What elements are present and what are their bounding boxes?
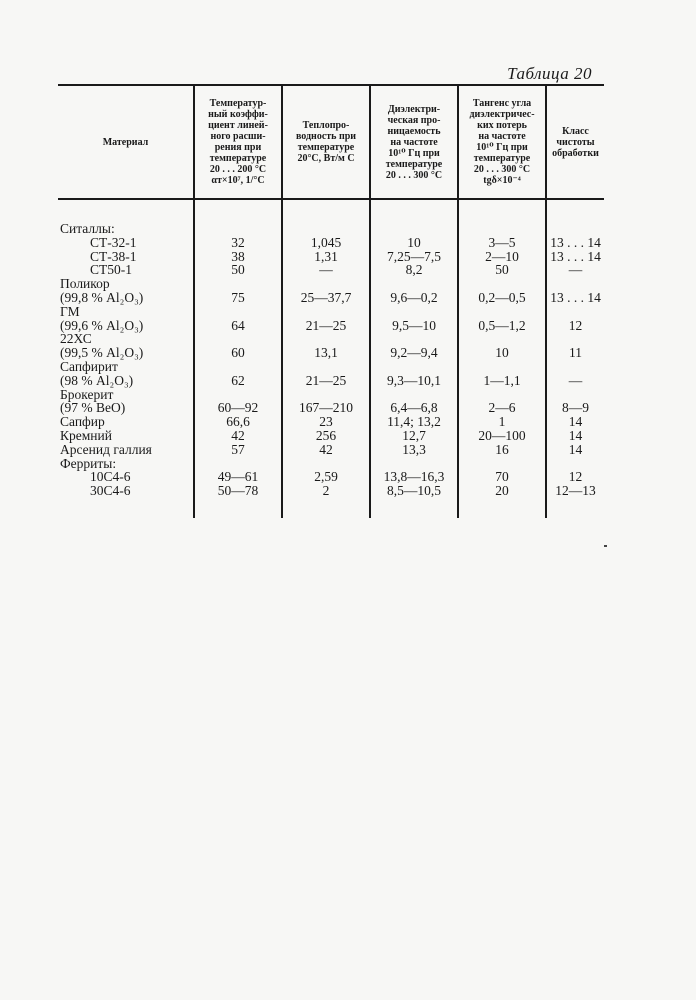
material-name: 10С4-6 [90,469,131,485]
material-name: 30С4-6 [90,483,131,499]
cell-expansion: 75 [194,277,282,305]
cell-loss-tangent: 3—5 [458,236,546,250]
table-row [58,263,604,277]
table-row [58,457,604,471]
cell-expansion: 38 [194,250,282,264]
cell-conductivity: 42 [282,443,370,457]
cell-finish-class: — [546,360,604,388]
cell-finish-class: 8—9 [546,388,604,416]
table-row [58,415,604,429]
material-name: Ситаллы: [60,221,115,236]
cell-conductivity: — [282,263,370,277]
cell-permittivity: 7,25—7,5 [370,250,458,264]
material-name: Ферриты: [60,455,117,471]
table-row [58,470,604,484]
cell-finish-class: 11 [546,332,604,360]
table-body [58,199,604,518]
cell-expansion: 62 [194,360,282,388]
cell-expansion: 60 [194,332,282,360]
cell-material [58,332,194,360]
table-row [58,429,604,443]
cell-finish-class [546,457,604,471]
material-name: Сапфирит (98 % Al₂O₃) [60,358,134,388]
header-permittivity: Диэлектри- ческая про- ницаемость на частоте 10¹⁰ Гц при температуре 20 . . . 300 °С [370,85,458,199]
cell-expansion: 64 [194,305,282,333]
cell-conductivity: 23 [282,415,370,429]
cell-permittivity: 6,4—6,8 [370,388,458,416]
cell-loss-tangent: 10 [458,332,546,360]
cell-loss-tangent: 50 [458,263,546,277]
cell-finish-class: — [546,263,604,277]
cell-conductivity: 21—25 [282,305,370,333]
cell-loss-tangent [458,457,546,471]
cell-permittivity: 10 [370,236,458,250]
scan-mark [604,545,607,547]
cell-material [58,360,194,388]
cell-finish-class: 13 . . . 14 [546,250,604,264]
cell-material [58,388,194,416]
cell-conductivity: 2,59 [282,470,370,484]
cell-permittivity: 9,2—9,4 [370,332,458,360]
material-name: СТ-32-1 [90,234,137,250]
cell-material [58,415,194,429]
material-name: СТ50-1 [90,262,132,278]
cell-conductivity: 256 [282,429,370,443]
cell-expansion: 60—92 [194,388,282,416]
table-spacer-row [58,199,604,222]
cell-expansion: 32 [194,236,282,250]
header-finish-class: Класс чистоты обработки [546,85,604,199]
cell-finish-class: 14 [546,443,604,457]
cell-finish-class: 13 . . . 14 [546,277,604,305]
cell-loss-tangent [458,222,546,236]
table-row [58,222,604,236]
header-expansion: Температур- ный коэффи- циент линей- ного расши- рения при температуре 20 . . . 200 °С αт×10⁷, 1/°С [194,85,282,199]
cell-loss-tangent: 0,5—1,2 [458,305,546,333]
cell-finish-class: 12 [546,305,604,333]
cell-finish-class: 14 [546,429,604,443]
cell-permittivity: 12,7 [370,429,458,443]
cell-expansion: 66,6 [194,415,282,429]
cell-conductivity [282,457,370,471]
material-name: Кремний [60,427,112,443]
cell-conductivity [282,222,370,236]
cell-loss-tangent: 20 [458,484,546,498]
cell-expansion: 42 [194,429,282,443]
cell-expansion: 50—78 [194,484,282,498]
material-name: Брокерит (97 % BeO) [60,386,126,416]
cell-permittivity: 13,8—16,3 [370,470,458,484]
cell-finish-class: 12 [546,470,604,484]
cell-permittivity: 9,5—10 [370,305,458,333]
cell-material [58,277,194,305]
cell-loss-tangent: 20—100 [458,429,546,443]
table-caption: Таблица 20 [507,64,592,83]
cell-permittivity: 8,5—10,5 [370,484,458,498]
cell-finish-class: 12—13 [546,484,604,498]
table-row [58,277,604,305]
cell-material [58,236,194,250]
cell-conductivity: 21—25 [282,360,370,388]
cell-loss-tangent: 2—10 [458,250,546,264]
table-bottom-row [58,498,604,518]
cell-loss-tangent: 70 [458,470,546,484]
cell-conductivity: 2 [282,484,370,498]
cell-finish-class: 13 . . . 14 [546,236,604,250]
cell-material [58,470,194,484]
table-row [58,388,604,416]
table-row [58,360,604,388]
cell-loss-tangent: 1—1,1 [458,360,546,388]
table-row [58,332,604,360]
cell-expansion [194,222,282,236]
cell-expansion: 49—61 [194,470,282,484]
cell-permittivity [370,457,458,471]
header-loss-tangent: Тангенс угла диэлектричес- ких потерь на частоте 10¹⁰ Гц при температуре 20 . . . 300 °С tgδ×10⁻⁴ [458,85,546,199]
cell-material [58,443,194,457]
cell-conductivity: 1,31 [282,250,370,264]
table-row [58,250,604,264]
cell-permittivity [370,222,458,236]
cell-conductivity: 25—37,7 [282,277,370,305]
cell-permittivity: 11,4; 13,2 [370,415,458,429]
cell-finish-class: 14 [546,415,604,429]
header-conductivity: Теплопро- водность при температуре 20°С, Вт/м С [282,85,370,199]
table-header-row [58,85,604,199]
properties-table [58,84,604,518]
cell-permittivity: 8,2 [370,263,458,277]
cell-material [58,484,194,498]
cell-finish-class [546,222,604,236]
cell-material [58,263,194,277]
cell-permittivity: 9,6—0,2 [370,277,458,305]
cell-expansion: 57 [194,443,282,457]
header-material: Материал [58,85,194,199]
material-name: 22ХС (99,5 % Al₂O₃) [60,331,144,361]
cell-loss-tangent: 0,2—0,5 [458,277,546,305]
cell-permittivity: 9,3—10,1 [370,360,458,388]
cell-material [58,305,194,333]
table-row [58,305,604,333]
cell-loss-tangent: 2—6 [458,388,546,416]
table-row [58,484,604,498]
cell-expansion: 50 [194,263,282,277]
material-name: Сапфир [60,414,105,430]
cell-material [58,250,194,264]
cell-conductivity: 1,045 [282,236,370,250]
material-name: ГМ (99,6 % Al₂O₃) [60,303,144,333]
cell-expansion [194,457,282,471]
cell-material [58,429,194,443]
cell-conductivity: 167—210 [282,388,370,416]
cell-conductivity: 13,1 [282,332,370,360]
material-name: Поликор (99,8 % Al₂O₃) [60,276,144,305]
table-row [58,443,604,457]
table-row [58,236,604,250]
material-name: Арсенид галлия [60,441,152,457]
cell-material [58,222,194,236]
material-name: СТ-38-1 [90,248,137,264]
cell-material [58,457,194,471]
cell-loss-tangent: 16 [458,443,546,457]
cell-loss-tangent: 1 [458,415,546,429]
cell-permittivity: 13,3 [370,443,458,457]
